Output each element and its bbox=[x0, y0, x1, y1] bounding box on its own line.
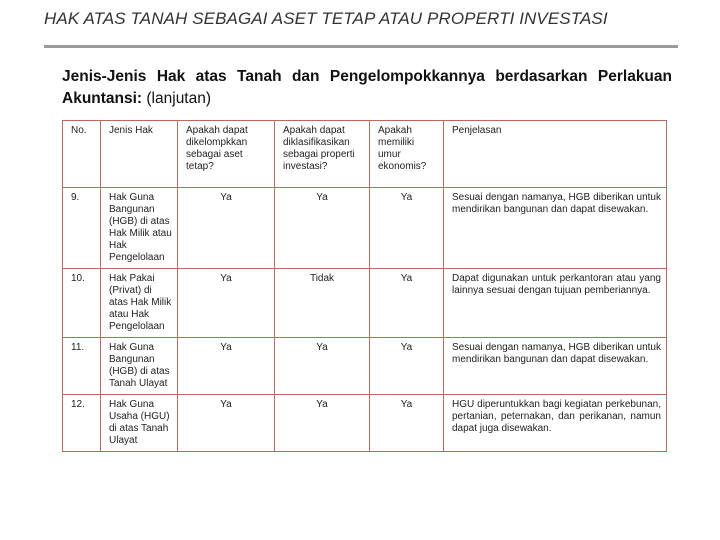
cell-aset-tetap: Ya bbox=[178, 395, 275, 452]
cell-umur-ekonomis: Ya bbox=[370, 188, 444, 269]
header-jenis-hak: Jenis Hak bbox=[101, 121, 178, 188]
subtitle-bold: Jenis-Jenis Hak atas Tanah dan Pengelompokkannya berdasarkan Perlakuan Akuntansi: bbox=[62, 68, 672, 107]
cell-aset-tetap: Ya bbox=[178, 338, 275, 395]
cell-penjelasan: Dapat digunakan untuk perkantoran atau yang lainnya sesuai dengan tujuan pemberiannya. bbox=[444, 269, 667, 338]
cell-aset-tetap: Ya bbox=[178, 269, 275, 338]
cell-penjelasan: Sesuai dengan namanya, HGB diberikan untuk mendirikan bangunan dan dapat disewakan. bbox=[444, 338, 667, 395]
cell-no: 10. bbox=[63, 269, 101, 338]
table-header-row bbox=[63, 121, 667, 188]
table-row bbox=[63, 395, 667, 452]
cell-no: 12. bbox=[63, 395, 101, 452]
cell-jenis-hak: Hak Guna Bangunan (HGB) di atas Hak Milik atau Hak Pengelolaan bbox=[101, 188, 178, 269]
cell-umur-ekonomis: Ya bbox=[370, 395, 444, 452]
header-umur-ekonomis: Apakah memiliki umur ekonomis? bbox=[370, 121, 444, 188]
cell-no: 11. bbox=[63, 338, 101, 395]
slide-title: HAK ATAS TANAH SEBAGAI ASET TETAP ATAU PROPERTI INVESTASI bbox=[44, 9, 608, 28]
cell-jenis-hak: Hak Guna Usaha (HGU) di atas Tanah Ulayat bbox=[101, 395, 178, 452]
cell-aset-tetap: Ya bbox=[178, 188, 275, 269]
header-properti-investasi: Apakah dapat diklasifikasikan sebagai properti investasi? bbox=[275, 121, 370, 188]
cell-properti-investasi: Ya bbox=[275, 395, 370, 452]
cell-jenis-hak: Hak Pakai (Privat) di atas Hak Milik atau Hak Pengelolaan bbox=[101, 269, 178, 338]
cell-properti-investasi: Tidak bbox=[275, 269, 370, 338]
cell-penjelasan: HGU diperuntukkan bagi kegiatan perkebunan, pertanian, peternakan, dan perikanan, namun dapat juga disewakan. bbox=[444, 395, 667, 452]
header-aset-tetap: Apakah dapat dikelompkkan sebagai aset tetap? bbox=[178, 121, 275, 188]
header-penjelasan: Penjelasan bbox=[444, 121, 667, 188]
slide-subtitle bbox=[62, 66, 672, 110]
cell-umur-ekonomis: Ya bbox=[370, 269, 444, 338]
table-row bbox=[63, 269, 667, 338]
subtitle-normal: (lanjutan) bbox=[142, 90, 212, 107]
cell-properti-investasi: Ya bbox=[275, 338, 370, 395]
title-divider bbox=[44, 45, 678, 48]
cell-penjelasan: Sesuai dengan namanya, HGB diberikan untuk mendirikan bangunan dan dapat disewakan. bbox=[444, 188, 667, 269]
table-row bbox=[63, 338, 667, 395]
header-no: No. bbox=[63, 121, 101, 188]
cell-no: 9. bbox=[63, 188, 101, 269]
land-rights-table bbox=[62, 120, 667, 452]
cell-umur-ekonomis: Ya bbox=[370, 338, 444, 395]
table-row bbox=[63, 188, 667, 269]
cell-properti-investasi: Ya bbox=[275, 188, 370, 269]
cell-jenis-hak: Hak Guna Bangunan (HGB) di atas Tanah Ulayat bbox=[101, 338, 178, 395]
